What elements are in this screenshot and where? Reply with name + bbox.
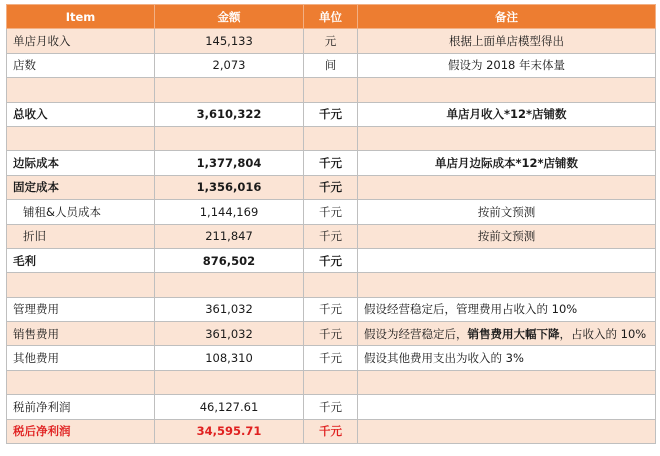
row-unit [304,126,358,150]
row-item: 店数 [7,53,155,77]
table-row-empty [7,126,656,150]
row-item: 总收入 [7,102,155,126]
row-note: 假设经营稳定后，管理费用占收入的 10% [358,297,656,321]
row-unit: 千元 [304,224,358,248]
row-amount: 361,032 [155,322,304,346]
table-row-total-revenue [7,102,656,126]
row-amount: 1,356,016 [155,175,304,199]
row-note [358,248,656,272]
row-item: 其他费用 [7,346,155,370]
row-item: 单店月收入 [7,29,155,53]
row-unit: 千元 [304,297,358,321]
row-item: 边际成本 [7,151,155,175]
row-unit: 千元 [304,419,358,443]
table-row-store-count [7,53,656,77]
table-row-depreciation [7,224,656,248]
row-item: 税前净利润 [7,395,155,419]
row-amount: 108,310 [155,346,304,370]
row-item [7,273,155,297]
row-note [358,175,656,199]
row-item: 管理费用 [7,297,155,321]
row-amount: 2,073 [155,53,304,77]
row-amount [155,370,304,394]
row-item: 折旧 [7,224,155,248]
row-unit [304,273,358,297]
header-note: 备注 [358,5,656,29]
table-row-aftertax-profit [7,419,656,443]
row-item: 固定成本 [7,175,155,199]
row-unit: 千元 [304,322,358,346]
row-item [7,126,155,150]
header-item: Item [7,5,155,29]
row-note [358,78,656,102]
row-item [7,370,155,394]
row-unit: 元 [304,29,358,53]
row-note: 按前文预测 [358,224,656,248]
row-note: 根据上面单店模型得出 [358,29,656,53]
row-amount: 3,610,322 [155,102,304,126]
row-unit: 间 [304,53,358,77]
header-amount: 金额 [155,5,304,29]
profit-table-container [6,4,655,444]
row-note: 按前文预测 [358,200,656,224]
row-note [358,395,656,419]
table-row-store-monthly-revenue [7,29,656,53]
row-unit: 千元 [304,248,358,272]
row-amount: 46,127.61 [155,395,304,419]
row-unit [304,78,358,102]
row-unit: 千元 [304,346,358,370]
row-item [7,78,155,102]
table-row-other-expense [7,346,656,370]
table-row-gross-profit [7,248,656,272]
row-unit: 千元 [304,395,358,419]
row-amount [155,126,304,150]
row-item: 销售费用 [7,322,155,346]
row-note [358,322,656,346]
row-amount [155,78,304,102]
row-note: 单店月收入*12*店铺数 [358,102,656,126]
note-text-pre: 假设为经营稳定后， [364,326,468,341]
row-unit: 千元 [304,175,358,199]
row-note: 单店月边际成本*12*店铺数 [358,151,656,175]
table-row-empty [7,370,656,394]
row-note: 假设其他费用支出为收入的 3% [358,346,656,370]
table-row-empty [7,78,656,102]
row-amount [155,273,304,297]
row-amount: 34,595.71 [155,419,304,443]
row-unit: 千元 [304,200,358,224]
row-unit: 千元 [304,151,358,175]
row-note: 假设为 2018 年末体量 [358,53,656,77]
table-row-pretax-profit [7,395,656,419]
row-note [358,126,656,150]
row-unit [304,370,358,394]
note-text-emphasis: 销售费用大幅下降 [467,326,560,341]
note-text-post: ，占收入的 10% [559,326,647,341]
table-row-marginal-cost [7,151,656,175]
row-amount: 1,144,169 [155,200,304,224]
row-item: 铺租&人员成本 [7,200,155,224]
table-row-admin-expense [7,297,656,321]
table-row-sales-expense [7,322,656,346]
row-amount: 1,377,804 [155,151,304,175]
header-unit: 单位 [304,5,358,29]
profit-forecast-table [6,4,656,444]
row-amount: 361,032 [155,297,304,321]
row-amount: 211,847 [155,224,304,248]
row-item: 税后净利润 [7,419,155,443]
table-row-rent-staff-cost [7,200,656,224]
row-note [358,273,656,297]
row-note [358,370,656,394]
row-note [358,419,656,443]
table-row-empty [7,273,656,297]
table-row-fixed-cost [7,175,656,199]
table-header-row [7,5,656,29]
row-amount: 145,133 [155,29,304,53]
row-unit: 千元 [304,102,358,126]
row-amount: 876,502 [155,248,304,272]
row-item: 毛利 [7,248,155,272]
